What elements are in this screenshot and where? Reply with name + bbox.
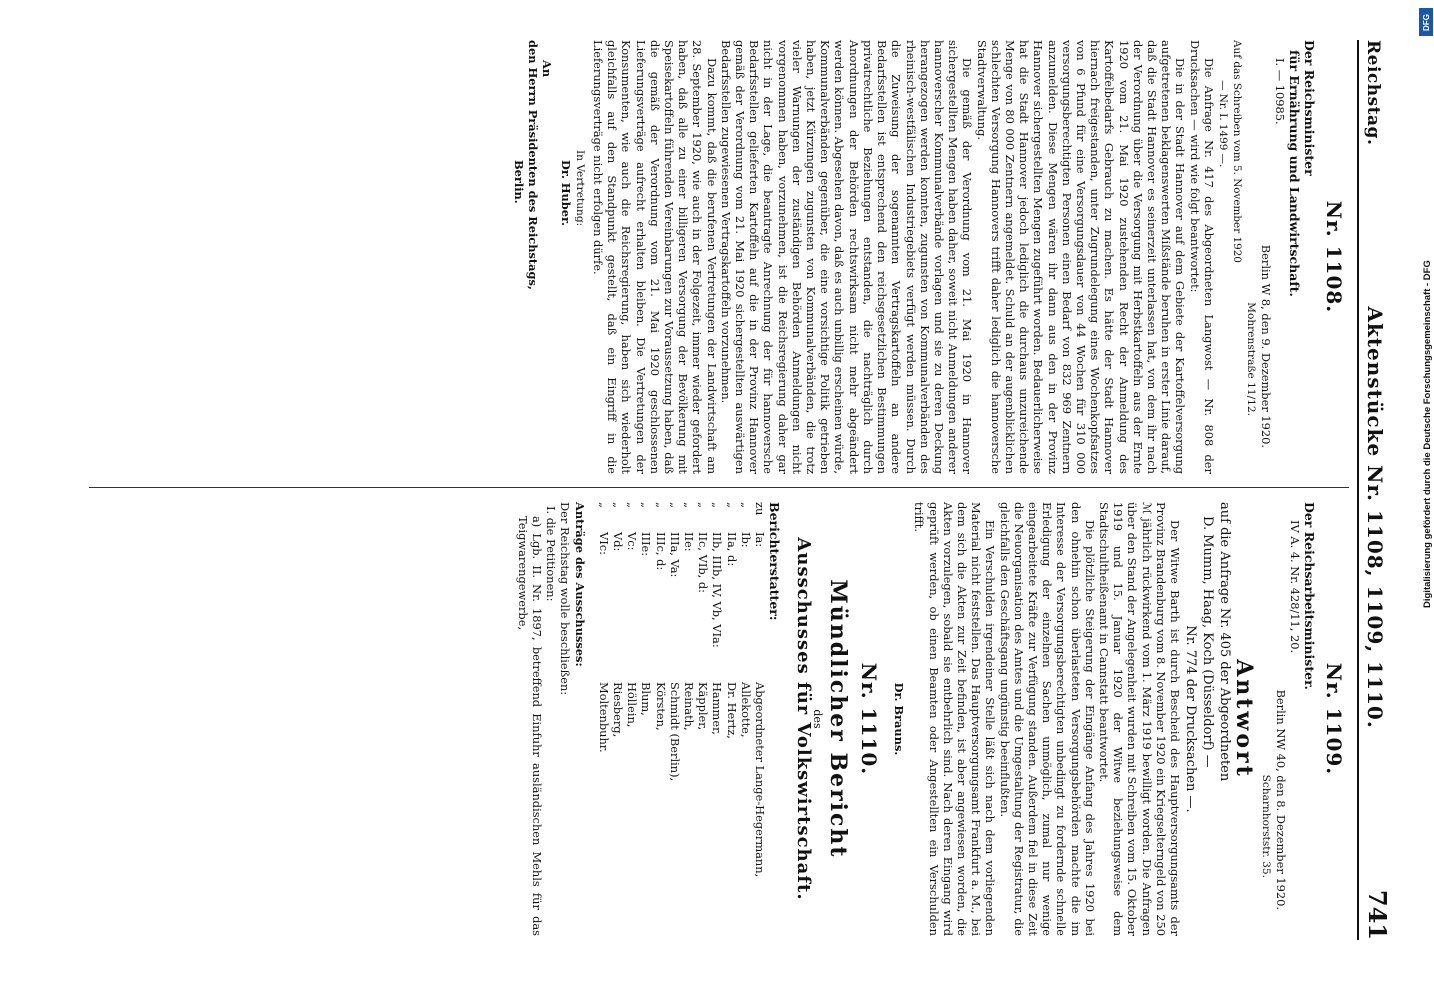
body-text: [591, 40, 1216, 474]
inquiry-reference: [1182, 502, 1233, 936]
address-line: Berlin.: [512, 160, 527, 204]
address-line: An: [540, 60, 555, 78]
sender-line: Der Reichsminister: [1301, 40, 1317, 176]
header-title: Aktenstücke Nr. 1108, 1109, 1110.: [1363, 306, 1387, 729]
reporter-name: Dr. Hertz,: [724, 682, 739, 739]
motions-heading: Anträge des Ausschusses:: [572, 502, 587, 667]
reporter-item: IIe:: [682, 532, 697, 552]
page-header: [1363, 40, 1399, 940]
reporter-zu: „: [596, 502, 611, 508]
page-number: 741: [1363, 889, 1392, 940]
document-number: Nr. 1109.: [1322, 662, 1346, 776]
reporter-zu: „: [653, 502, 668, 508]
reporters-heading: Berichterstatter:: [767, 502, 783, 621]
reference-note: — Nr. I. 1499 —.: [1216, 80, 1229, 168]
reporter-zu: „: [710, 502, 725, 508]
reporter-row: [597, 502, 611, 936]
reporter-item: Ia:: [753, 532, 768, 548]
place-date: Berlin W 8, den 9. Dezember 1920.: [1258, 244, 1273, 448]
reporter-row: [753, 502, 767, 936]
reporter-zu: „: [738, 502, 753, 508]
inquiry-line: Nr. 774 der Drucksachen —.: [1182, 625, 1198, 813]
reporter-row: [639, 502, 653, 936]
address-line: den Herrn Präsidenten des Reichstags,: [526, 40, 541, 290]
document-page: [79, 40, 1399, 940]
body-text: [912, 502, 1182, 936]
reporter-name: Riesberg,: [611, 682, 626, 738]
reporter-zu: „: [682, 502, 697, 508]
reporter-item: IIb, IIIb, IV, Vb, VIa:: [710, 532, 725, 648]
reporter-zu: „: [696, 502, 711, 508]
reporter-name: Höllein,: [625, 682, 640, 728]
reporter-name: Abgeordneter Lange-Hegermann,: [753, 682, 768, 878]
motions-item: a) Lgb. II. Nr. 1897, betreffend Einfuhr ausländischen Mehls für das Teigwarengewerbe,: [515, 516, 545, 936]
signature: Dr. Brauns.: [892, 682, 907, 756]
reporter-item: IIIc, d:: [653, 532, 668, 571]
answer-heading: Antwort: [1231, 659, 1258, 779]
signature: Dr. Huber.: [558, 160, 573, 226]
reporter-item: VIc:: [596, 532, 611, 555]
reporter-row: [739, 502, 753, 936]
report-title: Mündlicher Bericht: [824, 579, 851, 859]
header-left: Reichstag.: [1363, 40, 1383, 146]
reporter-item: Vc:: [625, 532, 640, 551]
reporter-item: IIIe:: [639, 532, 654, 557]
place-date: Berlin NW 40, den 8. Dezember 1920.: [1273, 689, 1288, 910]
report-title-connector: des: [810, 709, 824, 729]
motions-line: Der Reichstag wolle beschließen:: [558, 502, 573, 696]
reporter-name: Schmidt (Berlin),: [667, 682, 682, 782]
reporter-row: [625, 502, 639, 936]
reporter-zu: „: [724, 502, 739, 508]
reporter-row: [682, 502, 696, 936]
document-number: Nr. 1110.: [856, 662, 881, 776]
paragraph: Die in der Stadt Hannover auf dem Gebiete der Kartoffelversorgung aufgetretenen beklagenswerten Mißstände beruhen in erster Linie darauf, daß die Stadt Hannover es seinerzeit unterlassen hat, von dem ihr nach der Verordnung über die Versorgung mit Herbstkartoffeln aus der Ernte 1920 vom 21. Mai 1920 zustehenden Recht der Anmeldung des Kartoffelbedarfs Gebrauch zu machen. Es hätte der Stadt Hannover hiernach freigestanden, unter Zugrundelegung eines Wochenkopfsatzes von 6 Pfund für eine Versorgungsdauer von 44 Wochen für 310 000 versorgungsberechtigten Personen einen Bedarf von 832 969 Zentnern anzumelden. Diese Mengen wären ihr dann aus den in der Provinz Hannover sichergestellten Mengen zugeführt worden. Bedauerlicherweise hat die Stadt Hannover jedoch lediglich die durchaus unzureichende Menge von 80 000 Zentnern angemeldet. Schuld an der augenblicklichen schlechten Versorgung Hannovers trifft daher lediglich die hannoversche Stadtverwaltung.: [974, 40, 1188, 474]
dfg-logo: DFG: [1419, 8, 1433, 36]
reference-note: Auf das Schreiben vom 5. November 1920: [1231, 40, 1244, 263]
reporter-row: [653, 502, 667, 936]
paragraph: Der Witwe Barth ist durch Bescheid des Hauptversorgungsamts der Provinz Brandenburg vom 8. November 1920 ein Kriegselterngeld von 250 ℳ jährlich rückwirkend vom 1. März 1919 bewilligt worden. Die Anfragen über den Stand der Angelegenheit wurden mit Schreiben vom 15. Oktober 1919 und 15. Januar 1920 der Witwe beziehungsweise dem Stadtschultheißenamt in Cannstatt beantwortet.: [1096, 502, 1182, 936]
column-divider: [89, 487, 1349, 488]
reporter-item: IIa, d:: [724, 532, 739, 567]
signature-prefix: In Vertretung:: [573, 150, 586, 227]
digitization-note: [1418, 8, 1434, 992]
inquiry-line: D. Mumm, Haag, Koch (Düsseldorf) —: [1199, 516, 1215, 768]
reporter-name: Körsten,: [653, 682, 668, 731]
reporter-name: Allekotte,: [738, 682, 753, 738]
reporter-item: Ib:: [738, 532, 753, 548]
paragraph: Die plötzliche Steigerung der Eingänge Anfang des Jahres 1920 bei den ohnehin schon überlasteten Versorgungsbehörden machte die im Interesse der Versorgungsberechtigten unbedingt zu fordernde schnelle Erledigung der einzelnen Sachen unmöglich, zumal nur wenige eingearbeitete Kräfte zur Verfügung standen. Außerdem fiel in diese Zeit die Neuorganisation des Amtes und die Umgestaltung der Registratur, die gleichfalls den Geschäftsgang ungünstig beeinflußten.: [997, 502, 1097, 936]
inquiry-line: auf die Anfrage Nr. 405 der Abgeordneten: [1216, 502, 1232, 782]
reporter-row: [710, 502, 724, 936]
reporter-row: [725, 502, 739, 936]
reporter-item: Vd:: [611, 532, 626, 552]
reporters-table: [597, 502, 767, 936]
reference-number: I. — 10985.: [1272, 58, 1287, 125]
reporter-name: Blum,: [639, 682, 654, 716]
sender-line: Der Reichsarbeitsminister.: [1301, 502, 1317, 690]
paragraph: Dazu kommt, daß die berufenen Vertretungen der Landwirtschaft am 28. September 1920, wie auch in der Folgezeit, immer wieder gefordert haben, daß alle zu einer billigeren Versorgung der Bevölkerung mit Speisekartoffeln führenden Vereinbarungen zur Voraussetzung haben, daß die gemäß der Verordnung vom 21. Mai 1920 geschlossenen Lieferungsverträge aufrecht erhalten bleiben. Die Vertretungen der Konsumenten, wie auch die Reichsregierung, haben sich wiederholt gleichfalls auf den Standpunkt gestellt, daß ein Eingriff in die Lieferungsverträge nicht erfolgen dürfe.: [591, 40, 719, 474]
reporter-zu: „: [611, 502, 626, 508]
left-column: [512, 40, 1347, 474]
paragraph: Ein Verschulden irgendeiner Stelle läßt sich nach dem vorliegenden Material nicht feststellen. Das Hauptversorgungsamt Frankfurt a. M., bei dem sich die Akten zur Zeit befinden, ist aber angewiesen worden, die Akten vorzulegen, sobald sie entbehrlich sind. Nach deren Eingang wird geprüft werden, ob einen Beamten oder Angestellten ein Verschulden trifft.: [912, 502, 998, 936]
reporter-row: [611, 502, 625, 936]
report-subtitle: Ausschusses für Volkswirtschaft.: [792, 537, 814, 901]
reporter-row: [668, 502, 682, 936]
reporter-name: Reinath,: [682, 682, 697, 731]
header-rule: [1357, 40, 1359, 940]
reporter-zu: „: [639, 502, 654, 508]
sender-block: [1287, 40, 1317, 474]
reporter-name: Hammer,: [710, 682, 725, 735]
reporter-zu: „: [667, 502, 682, 508]
reporter-item: IIIa, Va:: [667, 532, 682, 578]
paragraph: Die gemäß der Verordnung vom 21. Mai 1920 in Hannover sichergestellten Mengen haben daher, soweit nicht Anmeldungen anderer hannoverscher Kommunalverbände vorlagen und sie zu deren Deckung herangezogen werden konnten, zugunsten von Kommunalverbänden des rheinisch-westfälischen Industriegebiets verfügt werden müssen. Durch die Zuweisung der sogenannten Vertragskartoffeln an andere Bedarfsstellen ist entsprechend den reichsgesetzlichen Bestimmungen privatrechtliche Beziehungen entstanden, die nachträglich durch Anordnungen der Behörden rechtswirksam nicht mehr abgeändert werden können. Abgesehen davon, daß es auch unbillig erscheinen würde, Kommunalverbänden gegenüber, die eine vorsichtige Politik getrieben haben, jetzt Kürzungen zugunsten von Kommunalverbänden, die trotz vieler Warnungen der zuständigen Behörden Anmeldungen nicht vorgenommen haben, vorzunehmen, ist die Reichsregierung daher gar nicht in der Lage, die beantragte Anrechnung der für hannoversche Bedarfsstellen gelieferten Kartoffeln auf die in der Provinz Hannover gemäß der Verordnung vom 21. Mai 1920 sichergestellten auswärtigen Bedarfsstellen zugewiesenen Vertragskartoffeln vorzunehmen.: [718, 40, 975, 474]
motions-line: I. die Petitionen:: [544, 506, 559, 602]
reporter-zu: „: [625, 502, 640, 508]
paragraph: Die Anfrage Nr. 417 des Abgeordneten Langwost — Nr. 808 der Drucksachen — wird wie folgt beantwortet:: [1187, 40, 1216, 474]
right-column: [516, 502, 1347, 936]
street-address: Scharnhorststr. 35.: [1260, 774, 1273, 878]
document-number: Nr. 1108.: [1322, 200, 1346, 314]
reference-number: IV A. 4. Nr. 428/11, 20.: [1287, 520, 1302, 654]
reporter-zu: zu: [753, 502, 768, 516]
reporter-row: [696, 502, 710, 936]
reporter-name: Moltenbuhr.: [596, 682, 611, 753]
digitization-note-text: Digitalisierung gefördert durch die Deutsche Forschungsgemeinschaft - DFG: [1422, 260, 1433, 608]
street-address: Mohrenstraße 11/12.: [1245, 302, 1258, 416]
reporter-name: Käppler,: [696, 682, 711, 731]
sender-line: für Ernährung und Landwirtschaft.: [1286, 50, 1302, 297]
address-block: [512, 40, 555, 474]
reporter-item: IIc, VIb, d:: [696, 532, 711, 594]
